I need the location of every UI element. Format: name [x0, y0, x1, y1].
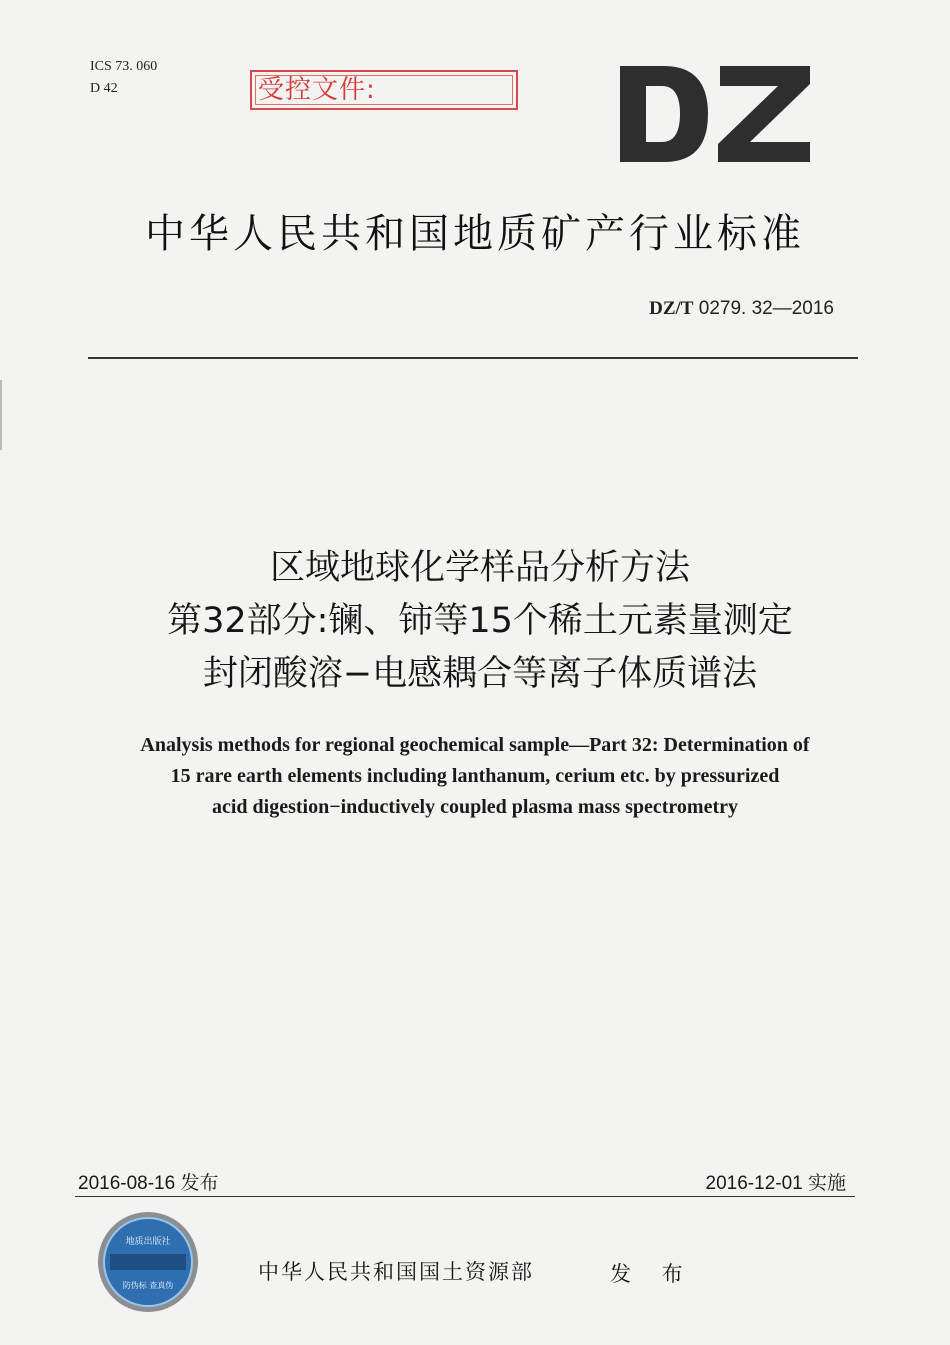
cn-title-line-2: 第32部分:镧、铈等15个稀土元素量测定 — [167, 601, 793, 641]
classification-codes — [90, 56, 157, 100]
english-title — [70, 730, 880, 823]
seal-text-bottom: 防伪标 查真伪 — [122, 1281, 174, 1290]
en-title-line-2: 15 rare earth elements including lanthanum, cerium etc. by pressurized — [170, 765, 780, 787]
issuing-authority: 中华人民共和国国土资源部 — [258, 1260, 534, 1284]
publish-label: 发 布 — [610, 1262, 695, 1286]
stamp-text: 受控文件: — [258, 75, 376, 105]
en-title-line-1: Analysis methods for regional geochemical sample—Part 32: Determination of — [140, 734, 810, 756]
stamp-inner-border — [255, 75, 513, 105]
cn-title-line-3: 封闭酸溶−电感耦合等离子体质谱法 — [202, 654, 758, 694]
logo-letter-d — [620, 66, 708, 162]
category-code: D 42 — [90, 81, 118, 96]
ics-code: ICS 73. 060 — [90, 59, 158, 74]
footer-divider — [75, 1196, 855, 1197]
seal-text-top: 地质出版社 — [125, 1237, 171, 1247]
controlled-document-stamp — [250, 70, 518, 110]
scan-edge-mark — [0, 380, 8, 450]
anti-counterfeit-seal — [96, 1210, 200, 1314]
standard-number-prefix: DZ/T — [649, 298, 694, 319]
standard-number — [649, 298, 834, 320]
chinese-title — [60, 542, 900, 701]
header-divider — [88, 357, 858, 359]
cn-title-line-1: 区域地球化学样品分析方法 — [269, 548, 690, 588]
dz-logo — [620, 64, 812, 164]
publish-date: 2016-08-16 发布 — [78, 1173, 219, 1194]
effective-date: 2016-12-01 实施 — [705, 1173, 846, 1194]
en-title-line-3: acid digestion−inductively coupled plasma mass spectrometry — [211, 796, 739, 818]
standard-category-title: 中华人民共和国地质矿产行业标准 — [145, 211, 805, 257]
logo-letter-z — [718, 66, 810, 162]
standard-number-value: 0279. 32—2016 — [698, 298, 834, 319]
